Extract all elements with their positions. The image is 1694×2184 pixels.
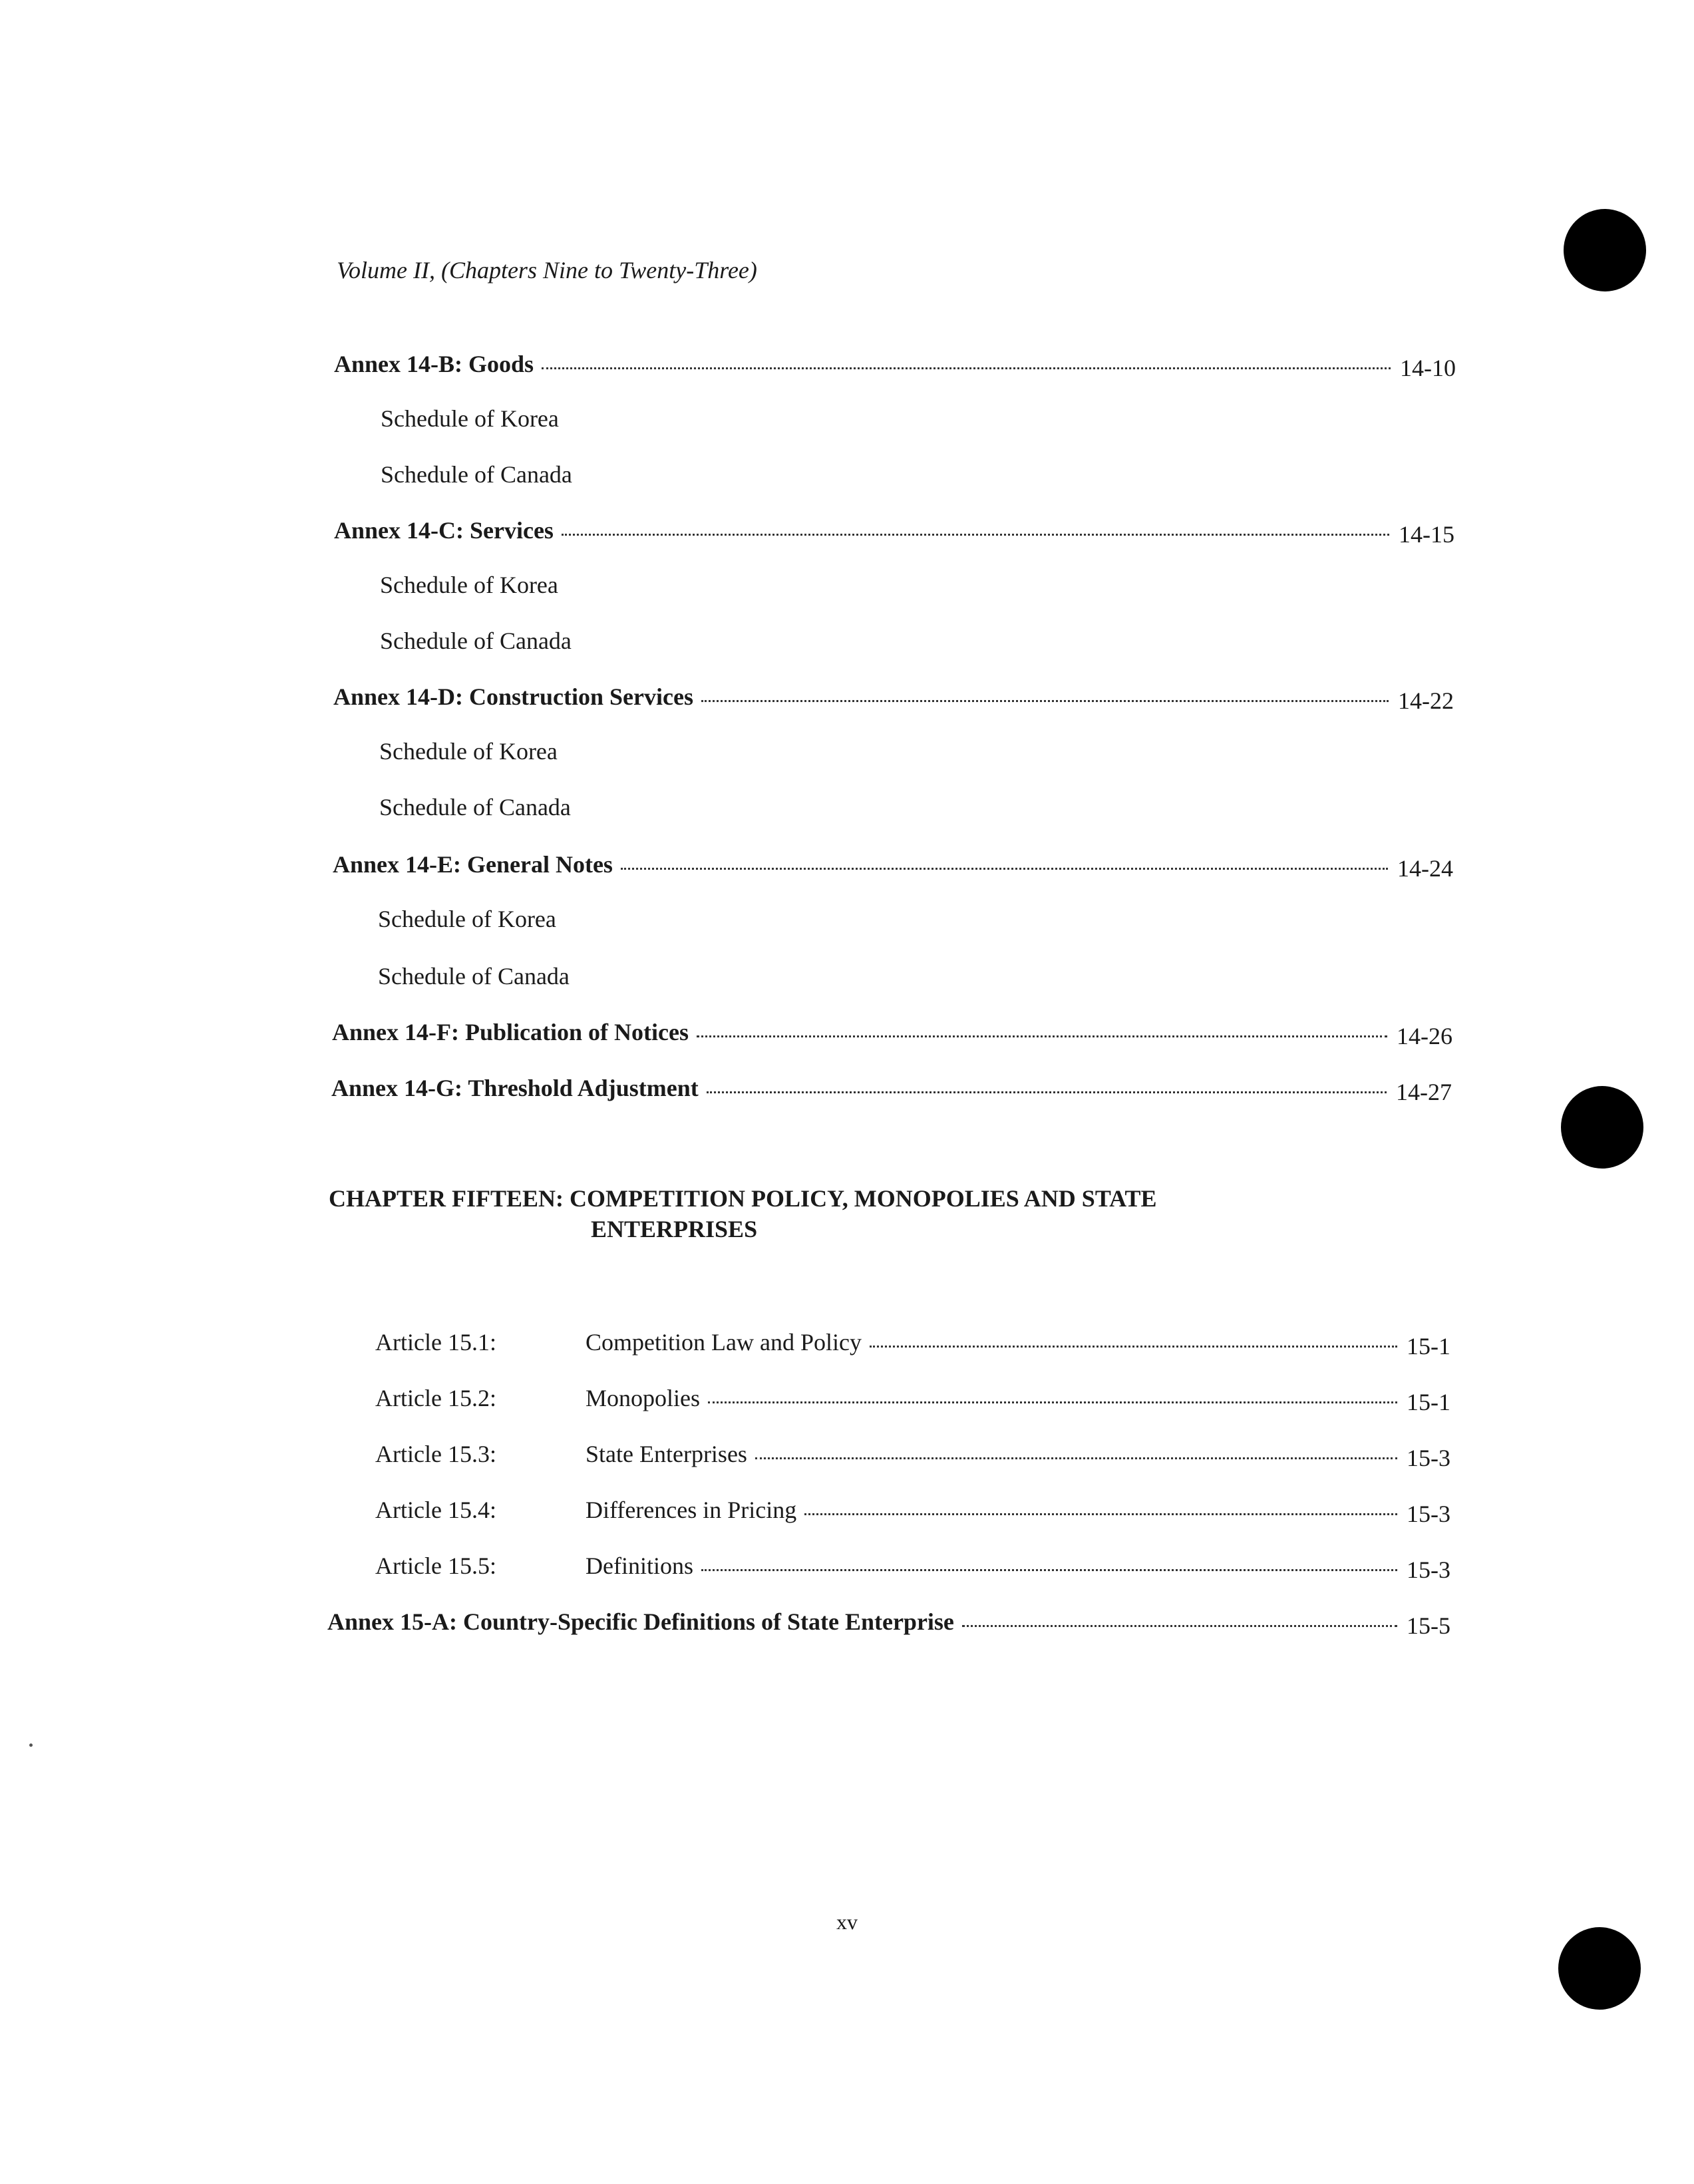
- toc-entry-article-15-2[interactable]: [375, 1384, 1450, 1415]
- toc-entry-page: 15-3: [1407, 1501, 1450, 1527]
- volume-header: Volume II, (Chapters Nine to Twenty-Three): [337, 257, 757, 283]
- toc-entry-title: Annex 14-C: Services: [334, 517, 554, 544]
- chapter-title-line-1: COMPETITION POLICY, MONOPOLIES AND STATE: [570, 1185, 1157, 1212]
- dot-leader: [755, 1457, 1397, 1459]
- toc-entry-annex-14-f[interactable]: [332, 1018, 1452, 1049]
- schedule-canada: Schedule of Canada: [378, 963, 570, 990]
- article-title: Monopolies: [586, 1385, 701, 1411]
- punch-hole-top: [1564, 209, 1646, 291]
- dot-leader: [707, 1091, 1387, 1093]
- article-title: State Enterprises: [586, 1441, 747, 1467]
- toc-entry-title: Annex 14-B: Goods: [334, 351, 534, 377]
- dot-leader: [870, 1346, 1397, 1348]
- toc-entry-page: 14-27: [1396, 1079, 1452, 1105]
- article-label: Article 15.2:: [375, 1385, 496, 1411]
- dot-leader: [708, 1401, 1397, 1403]
- schedule-korea: Schedule of Korea: [381, 405, 559, 432]
- schedule-canada: Schedule of Canada: [381, 461, 572, 488]
- article-title: Competition Law and Policy: [586, 1329, 862, 1356]
- page-number: xv: [836, 1910, 858, 1934]
- toc-entry-article-15-3[interactable]: [375, 1440, 1450, 1471]
- toc-entry-page: 15-3: [1407, 1556, 1450, 1583]
- punch-hole-middle: [1561, 1086, 1643, 1169]
- article-label: Article 15.5:: [375, 1552, 496, 1579]
- chapter-heading: [329, 1183, 1157, 1244]
- dot-leader: [697, 1035, 1387, 1037]
- punch-hole-bottom: [1558, 1927, 1641, 2010]
- toc-entry-page: 15-1: [1407, 1333, 1450, 1360]
- toc-entry-page: 15-5: [1407, 1612, 1450, 1639]
- toc-entry-annex-14-e[interactable]: [333, 850, 1453, 882]
- toc-entry-title: Annex 15-A: Country-Specific Definitions of State Enterprise: [327, 1608, 954, 1635]
- toc-entry-page: 14-24: [1397, 855, 1453, 882]
- schedule-canada: Schedule of Canada: [380, 628, 572, 654]
- dot-leader: [701, 700, 1389, 702]
- toc-entry-page: 14-22: [1398, 687, 1454, 714]
- toc-entry-page: 15-3: [1407, 1445, 1450, 1471]
- toc-entry-title: Annex 14-G: Threshold Adjustment: [331, 1075, 699, 1101]
- toc-entry-article-15-4[interactable]: [375, 1496, 1450, 1527]
- toc-entry-page: 15-1: [1407, 1389, 1450, 1415]
- scan-speck: [29, 1743, 33, 1747]
- toc-entry-annex-14-d[interactable]: [333, 683, 1454, 714]
- schedule-korea: Schedule of Korea: [380, 572, 558, 598]
- article-title: Differences in Pricing: [586, 1497, 797, 1523]
- schedule-korea: Schedule of Korea: [378, 906, 556, 932]
- toc-entry-article-15-1[interactable]: [375, 1328, 1450, 1360]
- toc-entry-title: Annex 14-D: Construction Services: [333, 683, 693, 710]
- dot-leader: [542, 367, 1391, 369]
- chapter-number: CHAPTER FIFTEEN:: [329, 1185, 564, 1212]
- toc-entry-title: Annex 14-F: Publication of Notices: [332, 1019, 689, 1045]
- article-label: Article 15.1:: [375, 1329, 496, 1356]
- schedule-canada: Schedule of Canada: [379, 794, 571, 820]
- toc-entry-annex-14-g[interactable]: [331, 1074, 1452, 1105]
- toc-entry-annex-15-a[interactable]: [327, 1608, 1450, 1639]
- dot-leader: [621, 868, 1388, 870]
- article-label: Article 15.3:: [375, 1441, 496, 1467]
- toc-entry-page: 14-26: [1397, 1023, 1452, 1049]
- toc-entry-article-15-5[interactable]: [375, 1552, 1450, 1583]
- article-label: Article 15.4:: [375, 1497, 496, 1523]
- toc-entry-annex-14-c[interactable]: [334, 516, 1454, 548]
- toc-entry-page: 14-10: [1400, 355, 1456, 381]
- dot-leader: [562, 534, 1389, 536]
- chapter-title-line-2: ENTERPRISES: [591, 1216, 758, 1242]
- dot-leader: [701, 1569, 1397, 1571]
- toc-entry-title: Annex 14-E: General Notes: [333, 851, 613, 878]
- dot-leader: [962, 1625, 1397, 1627]
- schedule-korea: Schedule of Korea: [379, 738, 558, 765]
- toc-entry-page: 14-15: [1399, 521, 1454, 548]
- toc-entry-annex-14-b[interactable]: [334, 350, 1456, 381]
- article-title: Definitions: [586, 1552, 693, 1579]
- dot-leader: [804, 1513, 1397, 1515]
